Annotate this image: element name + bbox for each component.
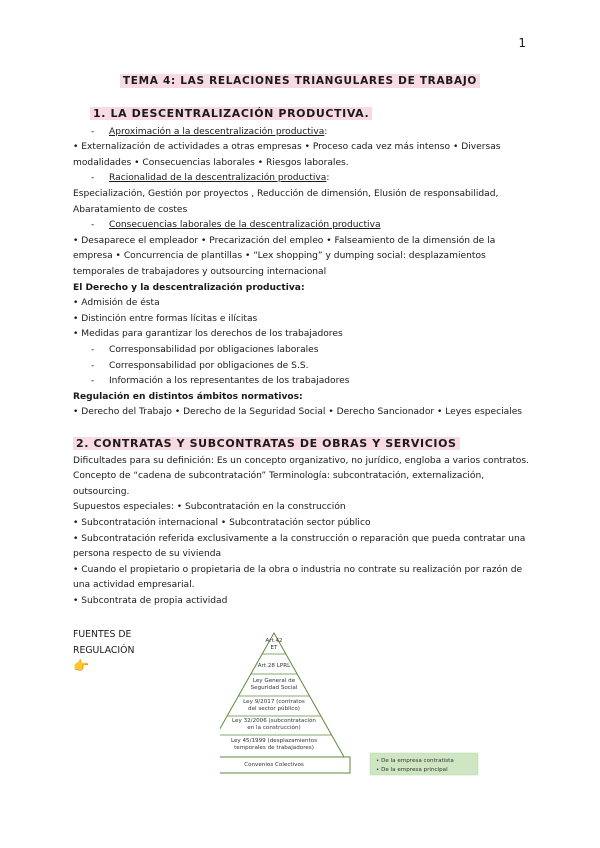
pyramid-label: Art.42 bbox=[265, 638, 283, 644]
pyramid-label: Ley 45/1999 (desplazamientos bbox=[230, 738, 318, 744]
fuentes-line: FUENTES DE bbox=[73, 629, 132, 640]
list-item: • Distinción entre formas lícitas e ilícitas bbox=[73, 313, 258, 324]
fuentes-label bbox=[73, 627, 134, 675]
pyramid-label: Ley General de bbox=[252, 678, 296, 684]
paragraph-line: persona respecto de su vivienda bbox=[73, 549, 222, 560]
list-item: • Medidas para garantizar los derechos de los trabajadores bbox=[73, 329, 343, 340]
regulation-pyramid bbox=[220, 632, 480, 782]
regulacion-heading: Regulación en distintos ámbitos normativos: bbox=[73, 391, 303, 402]
pyramid-label: Ley 9/2017 (contratos bbox=[243, 699, 305, 705]
pyramid-label: temporales de trabajadores) bbox=[234, 745, 314, 751]
paragraph-line: una actividad empresarial. bbox=[73, 580, 195, 591]
paragraph-line: outsourcing. bbox=[73, 486, 130, 497]
paragraph-line: • Desaparece el empleador • Precarización del empleo • Falseamiento de la dimensión de la bbox=[73, 235, 496, 246]
paragraph-line: Especialización, Gestión por proyectos , Reducción de dimensión, Elusión de responsabilidad, bbox=[73, 188, 499, 199]
page-title bbox=[0, 69, 600, 88]
paragraph-line: • Externalización de actividades a otras empresas • Proceso cada vez más intenso • Diversas bbox=[73, 142, 501, 153]
paragraph-line: Supuestos especiales: • Subcontratación en la construcción bbox=[73, 502, 346, 513]
pyramid-label: del sector público) bbox=[248, 706, 300, 712]
pyramid-label: Ley 32/2006 (subcontratación bbox=[232, 718, 316, 724]
section-1 bbox=[73, 106, 527, 421]
paragraph-line: temporales de trabajadores y outsourcing internacional bbox=[73, 266, 327, 277]
pointing-hand-icon: 👉 bbox=[73, 659, 90, 674]
pyramid-label: en la construcción) bbox=[247, 725, 301, 731]
pyramid-label: Art.28 LPRL bbox=[257, 663, 291, 669]
paragraph-line: • Subcontrata de propia actividad bbox=[73, 595, 228, 606]
paragraph-line: • Subcontratación internacional • Subcontratación sector público bbox=[73, 517, 371, 528]
pyramid-label: ET bbox=[270, 645, 278, 651]
page-title-text: TEMA 4: LAS RELACIONES TRIANGULARES DE TRABAJO bbox=[120, 74, 480, 88]
paragraph-line: Concepto de “cadena de subcontratación” Terminología: subcontratación, externalización, bbox=[73, 471, 485, 482]
section-1-heading: 1. LA DESCENTRALIZACIÓN PRODUCTIVA. bbox=[90, 106, 527, 122]
subheading-racionalidad: - Racionalidad de la descentralización productiva: bbox=[73, 171, 527, 187]
fuentes-line: REGULACIÓN bbox=[73, 645, 135, 656]
pyramid-label: Convenios Colectivos bbox=[244, 762, 304, 768]
list-item: - Información a los representantes de los trabajadores bbox=[73, 374, 527, 390]
paragraph-line: empresa • Concurrencia de plantillas • “Lex shopping” y dumping social: desplazamientos bbox=[73, 251, 486, 262]
section-2-heading: 2. CONTRATAS Y SUBCONTRATAS DE OBRAS Y SERVICIOS bbox=[73, 436, 527, 452]
subheading-aproximacion: - Aproximación a la descentralización productiva: bbox=[73, 125, 527, 141]
section-2 bbox=[73, 436, 527, 610]
list-item: - Corresponsabilidad por obligaciones de S.S. bbox=[73, 359, 527, 375]
paragraph-line: Dificultades para su definición: Es un concepto organizativo, no jurídico, engloba a varios contratos. bbox=[73, 455, 529, 466]
subheading-consecuencias: - Consecuencias laborales de la descentralización productiva bbox=[73, 218, 527, 234]
paragraph-line: • Cuando el propietario o propietaria de la obra o industria no contrate su realización por razón de bbox=[73, 564, 523, 575]
derecho-heading: El Derecho y la descentralización productiva: bbox=[73, 282, 305, 293]
side-note-box bbox=[370, 753, 478, 775]
paragraph-line: • Subcontratación referida exclusivamente a la construcción o reparación que pueda contratar una bbox=[73, 533, 526, 544]
list-item: • Admisión de ésta bbox=[73, 298, 160, 309]
pyramid-label: Seguridad Social bbox=[250, 685, 298, 691]
paragraph-line: modalidades • Consecuencias laborales • Riesgos laborales. bbox=[73, 157, 349, 168]
side-note: • De la empresa principal bbox=[376, 767, 448, 773]
page-number: 1 bbox=[518, 36, 526, 50]
list-item: - Corresponsabilidad por obligaciones laborales bbox=[73, 343, 527, 359]
side-note: • De la empresa contratista bbox=[376, 758, 454, 764]
paragraph-line: Abaratamiento de costes bbox=[73, 204, 188, 215]
paragraph-line: • Derecho del Trabajo • Derecho de la Seguridad Social • Derecho Sancionador • Leyes especiales bbox=[73, 407, 523, 418]
